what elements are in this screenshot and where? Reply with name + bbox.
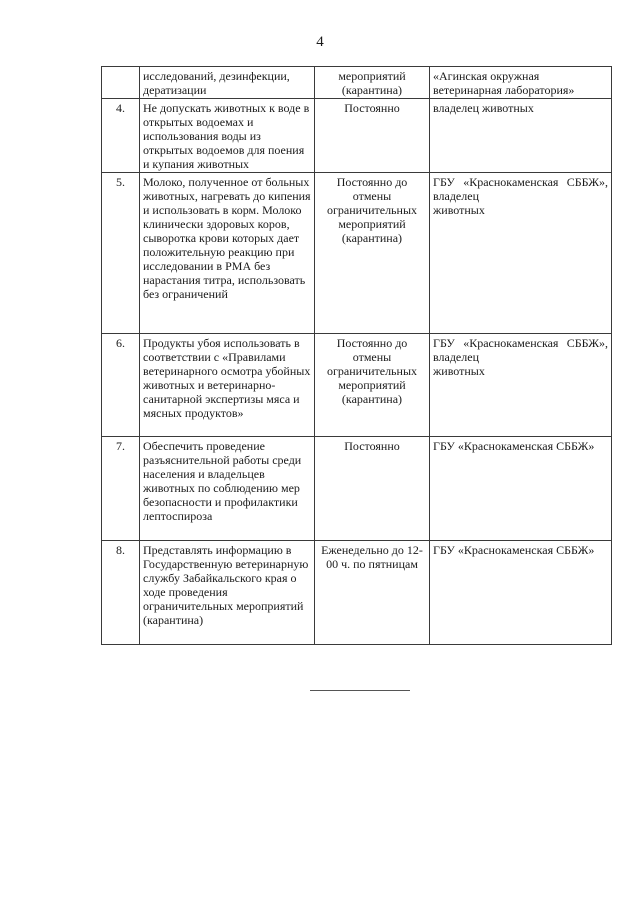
table-row (102, 67, 612, 99)
row-number: 4. (102, 99, 140, 173)
measure-text: Молоко, полученное от больных животных, нагревать до кипения и использовать в корм. Молоко клинически здоровых коров, сыворотка крови которых дает положительную реакцию при исследовании в РМА без нарастания титра, использовать без ограничений (140, 173, 315, 334)
measure-term: Постоянно до отмены ограничительных мероприятий (карантина) (315, 173, 430, 334)
table-row (102, 99, 612, 173)
measure-responsible: «Агинская окружная ветеринарная лаборатория» (430, 67, 612, 99)
table-row (102, 173, 612, 334)
page-number: 4 (316, 34, 324, 50)
measure-responsible: ГБУ «Краснокаменская СББЖ» (430, 437, 612, 541)
responsible-line: животных (433, 203, 485, 217)
measure-text: Представлять информацию в Государственную ветеринарную службу Забайкальского края о ходе проведения ограничительных мероприятий (карантина) (140, 541, 315, 645)
row-number: 5. (102, 173, 140, 334)
table-row (102, 334, 612, 437)
measures-table (101, 66, 612, 645)
measure-term: мероприятий (карантина) (315, 67, 430, 99)
measure-responsible: владелец животных (430, 99, 612, 173)
measure-term: Постоянно (315, 99, 430, 173)
measure-term: Еженедельно до 12-00 ч. по пятницам (315, 541, 430, 645)
measure-responsible (430, 334, 612, 437)
measure-responsible (430, 173, 612, 334)
measure-term: Постоянно до отмены ограничительных мероприятий (карантина) (315, 334, 430, 437)
row-number: 8. (102, 541, 140, 645)
measure-text: Продукты убоя использовать в соответствии с «Правилами ветеринарного осмотра убойных животных и ветеринарно-санитарной экспертизы мяса и мясных продуктов» (140, 334, 315, 437)
table-row (102, 541, 612, 645)
responsible-line: ГБУ «Краснокаменская СББЖ», владелец (433, 336, 608, 364)
measure-text: Обеспечить проведение разъяснительной работы среди населения и владельцев животных по соблюдению мер безопасности и профилактики лептоспироза (140, 437, 315, 541)
responsible-line: ГБУ «Краснокаменская СББЖ», владелец (433, 175, 608, 203)
row-number: 7. (102, 437, 140, 541)
measure-responsible: ГБУ «Краснокаменская СББЖ» (430, 541, 612, 645)
row-number: 6. (102, 334, 140, 437)
row-number (102, 67, 140, 99)
measure-text: Не допускать животных к воде в открытых водоемах и использования воды из открытых водоемов для поения и купания животных (140, 99, 315, 173)
responsible-line: животных (433, 364, 485, 378)
measure-term: Постоянно (315, 437, 430, 541)
measure-text: исследований, дезинфекции, дератизации (140, 67, 315, 99)
table-row (102, 437, 612, 541)
closing-line (310, 690, 410, 691)
